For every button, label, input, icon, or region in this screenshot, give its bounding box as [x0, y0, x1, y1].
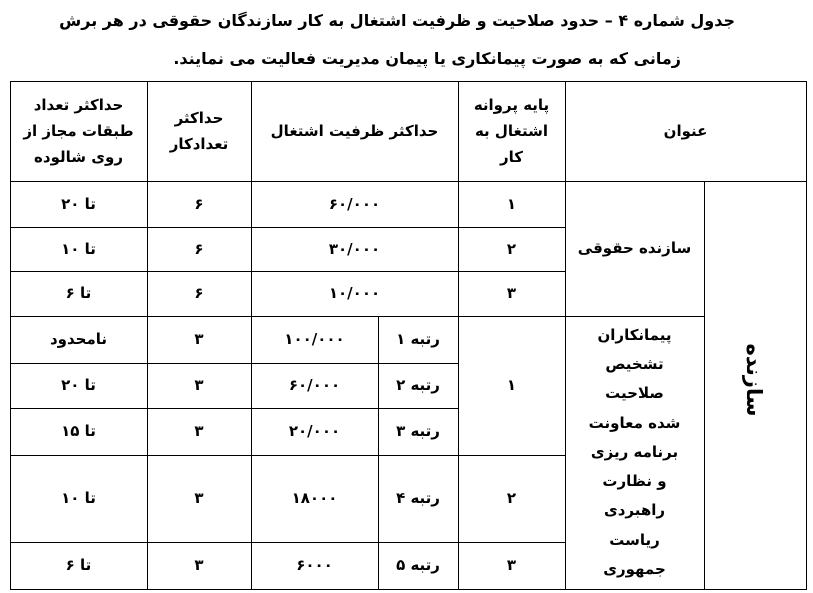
table-rule [458, 81, 459, 590]
contractor-row-rank: رتبه ۵ [396, 556, 440, 575]
header-max-floors: حداکثر تعداد طبقات مجاز از روی شالوده [23, 95, 134, 167]
table-rule [10, 542, 566, 543]
legal-row-floors: تا ۱۰ [61, 239, 96, 258]
table-rule [10, 363, 459, 364]
contractor-row-capacity: ۶۰۰۰ [296, 556, 333, 575]
contractor-row-jobs: ۳ [194, 422, 204, 441]
table-caption-line-2: زمانی که به صورت پیمانکاری یا پیمان مدیریت فعالیت می نمایند. [173, 49, 681, 68]
legal-row-capacity: ۱۰/۰۰۰ [328, 284, 381, 303]
table-rule [10, 408, 459, 409]
table-rule [10, 227, 566, 228]
header-max-capacity: حداکثر ظرفیت اشتغال [270, 121, 439, 140]
contractor-row-rank: رتبه ۲ [396, 376, 440, 395]
legal-row-capacity: ۶۰/۰۰۰ [328, 194, 381, 213]
table-rule [10, 81, 11, 590]
legal-row-grade: ۲ [506, 239, 517, 258]
contractor-row-capacity: ۱۸۰۰۰ [291, 489, 338, 508]
header-title: عنوان [663, 121, 708, 140]
contractor-row-floors: تا ۲۰ [61, 376, 96, 395]
contractor-row-capacity: ۲۰/۰۰۰ [288, 422, 341, 441]
table-rule [10, 455, 566, 456]
contractor-row-capacity: ۱۰۰/۰۰۰ [284, 330, 345, 349]
contractor-row-rank: رتبه ۳ [396, 422, 440, 441]
contractor-row-floors: تا ۱۵ [61, 422, 96, 441]
table-rule [10, 589, 807, 590]
table-rule [378, 316, 379, 590]
table-rule [10, 81, 807, 82]
legal-row-floors: تا ۲۰ [61, 194, 96, 213]
table-rule [565, 81, 566, 590]
contractor-grade: ۱ [506, 376, 517, 395]
contractor-row-floors: نامحدود [49, 330, 108, 349]
table-rule [147, 81, 148, 590]
contractor-row-floors: تا ۱۰ [61, 489, 96, 508]
contractor-row-floors: تا ۶ [65, 556, 92, 575]
legal-row-floors: تا ۶ [65, 284, 92, 303]
legal-row-grade: ۱ [506, 194, 517, 213]
legal-row-jobs: ۶ [194, 284, 204, 303]
header-license-grade: پایه پروانه اشتغال به کار [473, 95, 550, 167]
legal-row-grade: ۳ [506, 284, 517, 303]
table-caption-line-1: جدول شماره ۴ – حدود صلاحیت و ظرفیت اشتغال به کار سازندگان حقوقی در هر برش [59, 11, 735, 30]
contractor-grade: ۲ [506, 489, 517, 508]
contractor-row-rank: رتبه ۱ [396, 330, 440, 349]
legal-row-jobs: ۶ [194, 194, 204, 213]
header-max-jobs: حداکثر تعدادکار [169, 108, 229, 153]
table-rule [10, 316, 705, 317]
contractor-row-capacity: ۶۰/۰۰۰ [288, 376, 341, 395]
contractor-row-rank: رتبه ۴ [396, 489, 440, 508]
builder-group-label: سازنده [742, 343, 766, 417]
table-rule [10, 181, 807, 182]
table-rule [251, 81, 252, 590]
contractor-row-jobs: ۳ [194, 556, 204, 575]
table-rule [10, 271, 566, 272]
legal-row-jobs: ۶ [194, 239, 204, 258]
legal-row-capacity: ۳۰/۰۰۰ [328, 239, 381, 258]
contractor-row-jobs: ۳ [194, 376, 204, 395]
legal-builder-label: سازنده حقوقی [577, 239, 692, 258]
table-rule [806, 81, 807, 590]
contractor-row-jobs: ۳ [194, 489, 204, 508]
table-rule [704, 181, 705, 590]
contractors-label: پیمانکاران تشخیص صلاحیت شده معاونت برنامه ریزی و نظارت راهبردی ریاست جمهوری [588, 325, 681, 578]
contractor-grade: ۳ [506, 556, 517, 575]
contractor-row-jobs: ۳ [194, 330, 204, 349]
